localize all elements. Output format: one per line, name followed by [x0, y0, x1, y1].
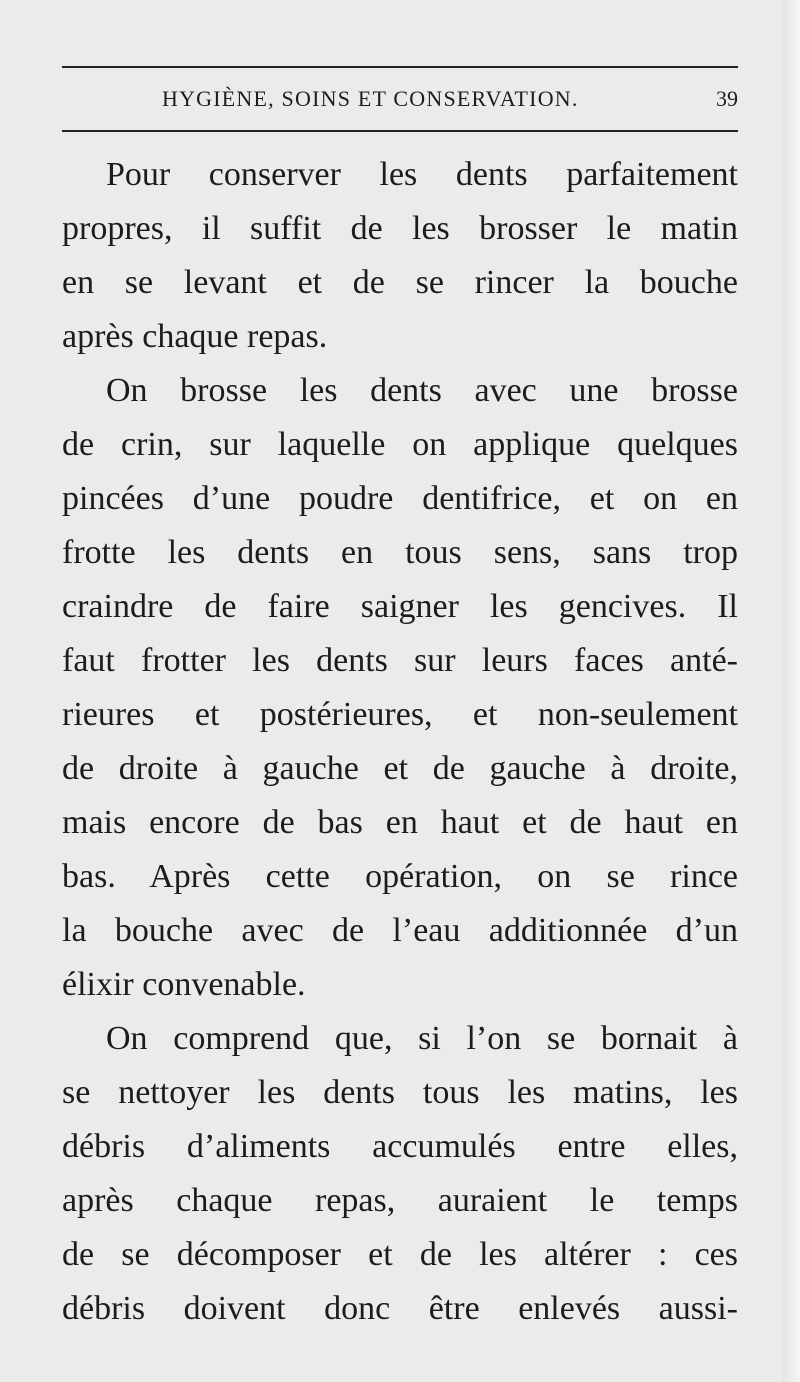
header-rule-top [62, 66, 738, 68]
text-line: de crin, sur laquelle on applique quelques [62, 426, 738, 463]
text-line: la bouche avec de l’eau additionnée d’un [62, 912, 738, 949]
page-edge [782, 0, 800, 1382]
text-line: propres, il suffit de les brosser le matin [62, 210, 738, 247]
text-line: craindre de faire saigner les gencives. Il [62, 588, 738, 625]
text-line: On brosse les dents avec une brosse [106, 372, 738, 409]
text-line: Pour conserver les dents parfaitement [106, 156, 738, 193]
running-head [62, 82, 738, 116]
text-line: après chaque repas. [62, 318, 328, 355]
text-line: bas. Après cette opération, on se rince [62, 858, 738, 895]
text-line: débris doivent donc être enlevés aussi- [62, 1290, 738, 1327]
text-line: de se décomposer et de les altérer : ces [62, 1236, 738, 1273]
text-line: de droite à gauche et de gauche à droite, [62, 750, 738, 787]
running-title: HYGIÈNE, SOINS ET CONSERVATION. [162, 86, 579, 111]
text-line: débris d’aliments accumulés entre elles, [62, 1128, 738, 1165]
text-line: rieures et postérieures, et non-seulement [62, 696, 738, 733]
text-line: faut frotter les dents sur leurs faces anté- [62, 642, 738, 679]
text-line: On comprend que, si l’on se bornait à [106, 1020, 738, 1057]
body-text [62, 148, 738, 1336]
text-line: en se levant et de se rincer la bouche [62, 264, 738, 301]
header-rule-bottom [62, 130, 738, 132]
text-line: élixir convenable. [62, 966, 306, 1003]
text-line: mais encore de bas en haut et de haut en [62, 804, 738, 841]
text-line: après chaque repas, auraient le temps [62, 1182, 738, 1219]
page-number: 39 [716, 86, 738, 111]
text-line: frotte les dents en tous sens, sans trop [62, 534, 738, 571]
text-line: pincées d’une poudre dentifrice, et on en [62, 480, 738, 517]
text-line: se nettoyer les dents tous les matins, les [62, 1074, 738, 1111]
